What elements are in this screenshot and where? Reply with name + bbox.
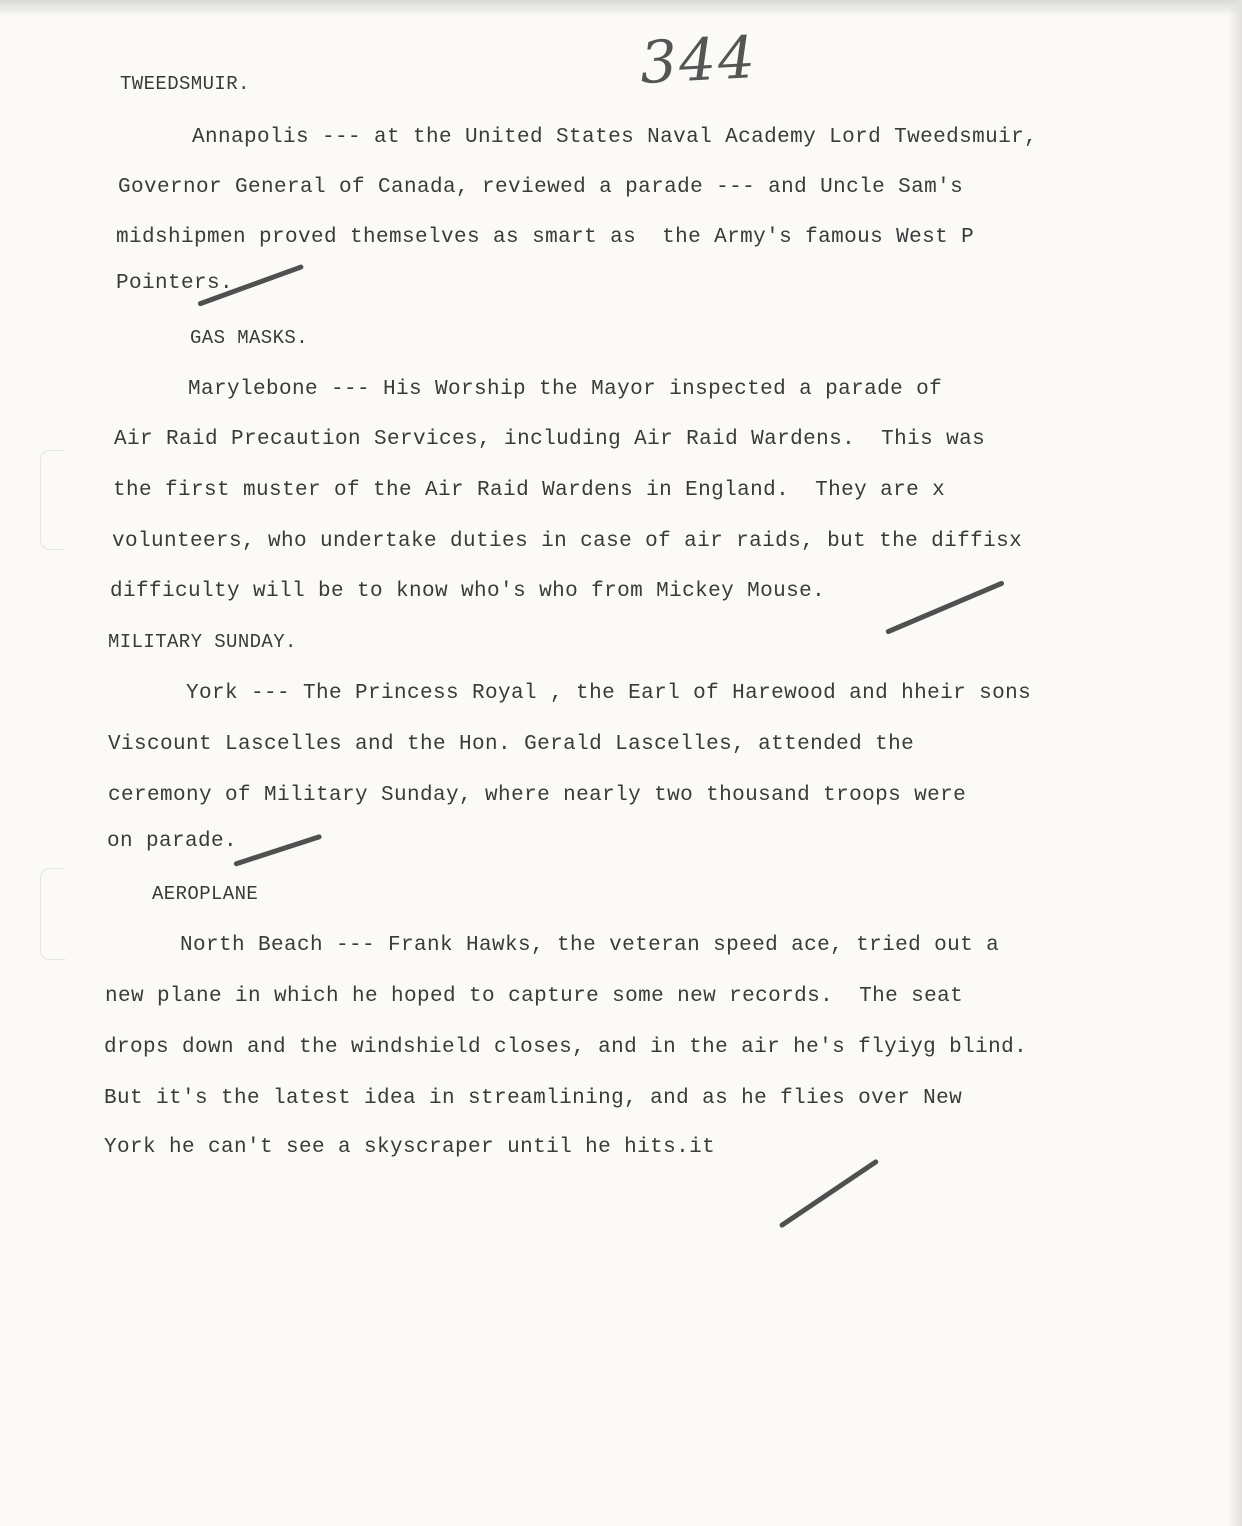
text-line: difficulty will be to know who's who from Mickey Mouse. (110, 580, 826, 603)
text-line: Pointers. (116, 272, 234, 295)
text-line: drops down and the windshield closes, and in the air he's flyiyg blind. (104, 1036, 1028, 1059)
text-line: North Beach --- Frank Hawks, the veteran speed ace, tried out a (180, 934, 1000, 957)
section-heading: TWEEDSMUIR. (120, 73, 250, 95)
punch-hole-mark (40, 450, 65, 550)
pencil-check-mark (885, 580, 1005, 635)
text-line: Governor General of Canada, reviewed a parade --- and Uncle Sam's (118, 176, 964, 199)
text-line: But it's the latest idea in streamlining, and as he flies over New (104, 1087, 963, 1110)
pencil-check-mark (233, 834, 322, 867)
scan-top-shadow (0, 0, 1242, 16)
text-line: midshipmen proved themselves as smart as the Army's famous West P (116, 226, 975, 249)
text-line: York he can't see a skyscraper until he hits.it (104, 1136, 716, 1159)
text-line: new plane in which he hoped to capture some new records. The seat (105, 985, 964, 1008)
section-heading: GAS MASKS. (190, 327, 309, 349)
punch-hole-mark (40, 868, 65, 960)
text-line: Air Raid Precaution Services, including Air Raid Wardens. This was (114, 428, 986, 451)
scan-right-shadow (1228, 0, 1242, 1526)
text-line: volunteers, who undertake duties in case of air raids, but the diffisx (112, 530, 1023, 553)
text-line: Marylebone --- His Worship the Mayor inspected a parade of (188, 378, 943, 401)
text-line: the first muster of the Air Raid Wardens in England. They are x (113, 479, 946, 502)
text-line: Annapolis --- at the United States Naval Academy Lord Tweedsmuir, (192, 126, 1038, 149)
section-heading: AEROPLANE (152, 883, 259, 905)
text-line: Viscount Lascelles and the Hon. Gerald Lascelles, attended the (108, 733, 915, 756)
text-line: on parade. (107, 830, 238, 853)
section-heading: MILITARY SUNDAY. (108, 631, 297, 653)
handwritten-page-number: 344 (638, 22, 759, 98)
text-line: ceremony of Military Sunday, where nearly two thousand troops were (108, 784, 967, 807)
pencil-check-mark (779, 1158, 880, 1228)
text-line: York --- The Princess Royal , the Earl of Harewood and hheir sons (186, 682, 1032, 705)
